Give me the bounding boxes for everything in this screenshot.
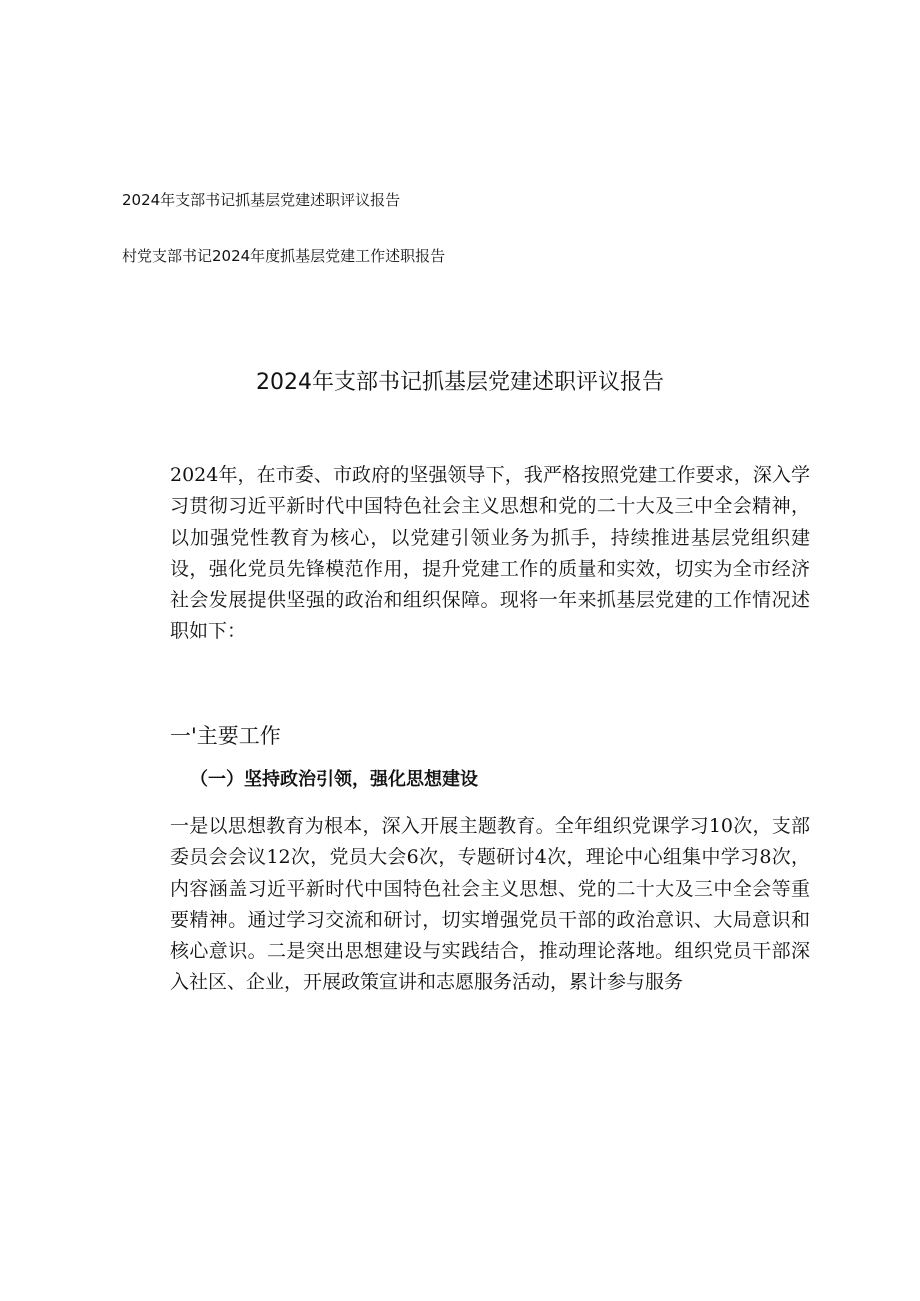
- toc-line-2: 村党支部书记2024年度抓基层党建工作述职报告: [122, 247, 446, 265]
- body-paragraph: 一是以思想教育为根本，深入开展主题教育。全年组织党课学习10次，支部委员会会议12次，党员大会6次，专题研讨4次，理论中心组集中学习8次，内容涵盖习近平新时代中国特色社会主义思想、党的二十大及三中全会等重要精神。通过学习交流和研讨，切实增强党员干部的政治意识、大局意识和核心意识。二是突出思想建设与实践结合，推动理论落地。组织党员干部深入社区、企业，开展政策宣讲和志愿服务活动，累计参与服务: [170, 815, 810, 994]
- intro-paragraph: 2024年，在市委、市政府的坚强领导下，我严格按照党建工作要求，深入学习贯彻习近平新时代中国特色社会主义思想和党的二十大及三中全会精神，以加强党性教育为核心，以党建引领业务为抓手，持续推进基层党组织建设，强化党员先锋模范作用，提升党建工作的质量和实效，切实为全市经济社会发展提供坚强的政治和组织保障。现将一年来抓基层党建的工作情况述职如下：: [170, 464, 810, 643]
- section-heading: 一'主要工作: [170, 724, 281, 748]
- document-title: 2024年支部书记抓基层党建述职评议报告: [256, 370, 664, 395]
- toc-line-1: 2024年支部书记抓基层党建述职评议报告: [122, 191, 401, 209]
- sub-heading: （一）坚持政治引领，强化思想建设: [190, 769, 478, 790]
